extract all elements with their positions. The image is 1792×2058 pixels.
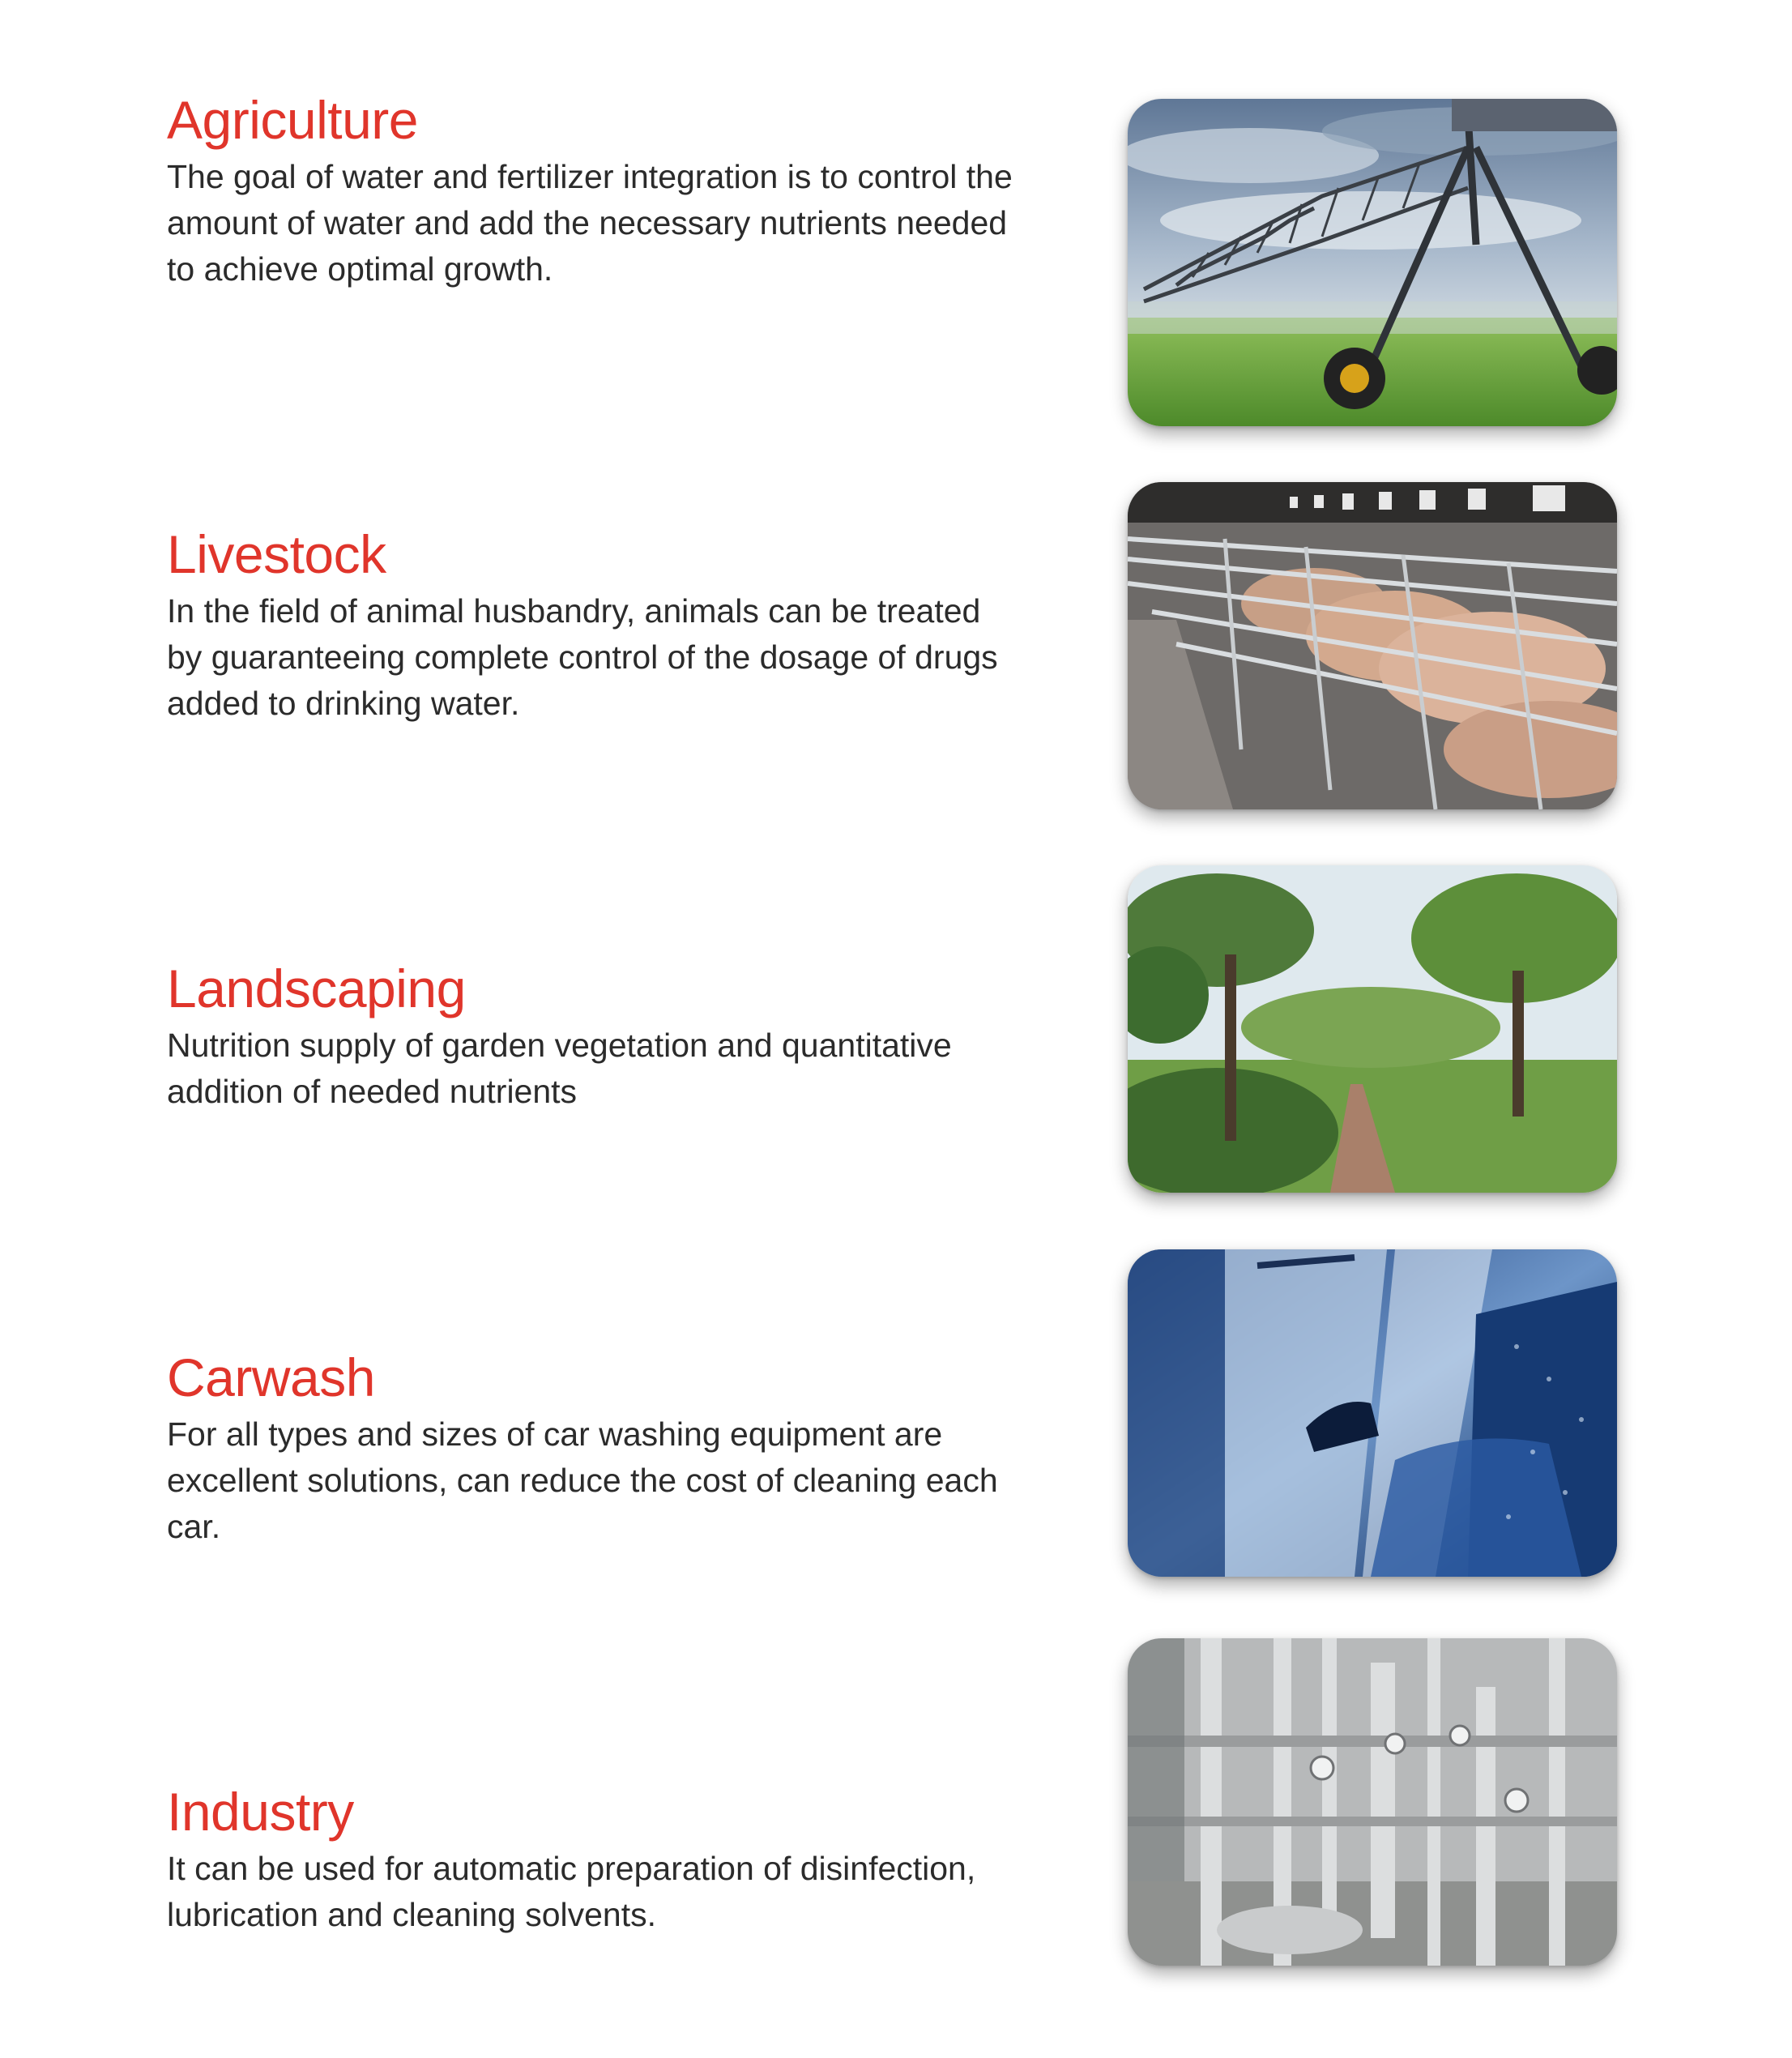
section-description: In the field of animal husbandry, animals can be treated by guaranteeing complete control of the dosage of drugs added to drinking water.: [167, 592, 998, 722]
section-text: [167, 1783, 1018, 1938]
section-text: [167, 91, 1018, 292]
section-title: Carwash: [167, 1347, 375, 1407]
livestock-photo: [1128, 482, 1617, 809]
section-text: [167, 1348, 1018, 1550]
section-description: For all types and sizes of car washing equipment are excellent solutions, can reduce the cost of cleaning each car.: [167, 1415, 998, 1545]
agriculture-photo: [1128, 99, 1617, 426]
section-description: Nutrition supply of garden vegetation and quantitative addition of needed nutrients: [167, 1027, 952, 1110]
section-text: [167, 959, 1018, 1115]
landscaping-photo: [1128, 865, 1617, 1193]
section-text: [167, 525, 1018, 727]
section-title: Agriculture: [167, 90, 418, 150]
section-title: Industry: [167, 1782, 354, 1842]
section-description: It can be used for automatic preparation of disinfection, lubrication and cleaning solvents.: [167, 1850, 976, 1933]
carwash-photo: [1128, 1249, 1617, 1577]
section-title: Livestock: [167, 524, 386, 584]
section-description: The goal of water and fertilizer integration is to control the amount of water and add the necessary nutrients needed to achieve optimal growth.: [167, 158, 1013, 288]
section-title: Landscaping: [167, 959, 466, 1018]
industry-photo: [1128, 1638, 1617, 1966]
